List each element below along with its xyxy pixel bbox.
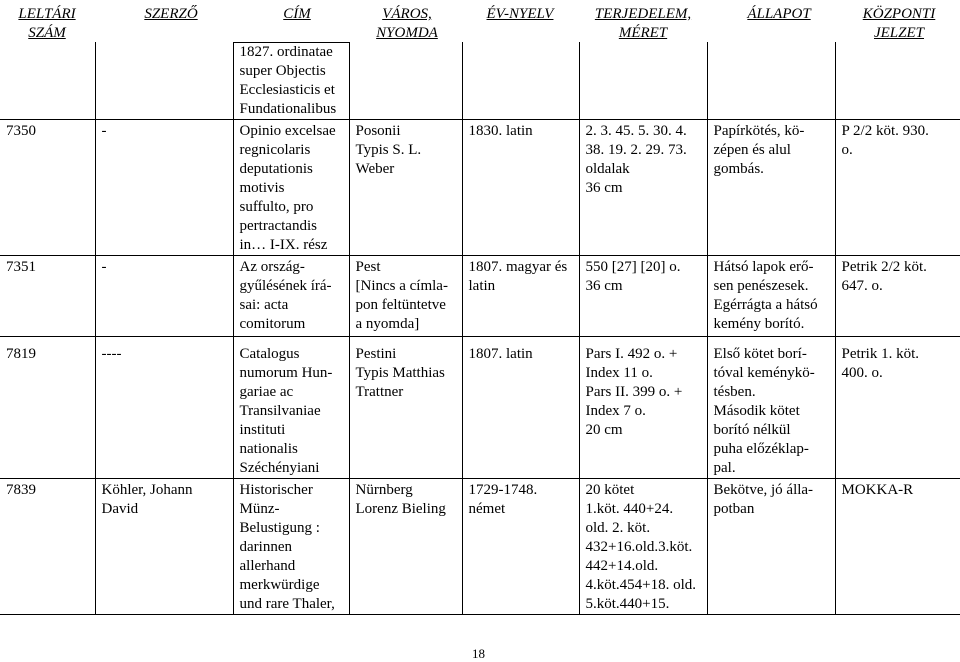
cell-varos: Pest [Nincs a címla- pon feltüntetve a nyomda] xyxy=(349,255,462,336)
cell-terjedelem: 2. 3. 45. 5. 30. 4. 38. 19. 2. 29. 73. oldalak 36 cm xyxy=(579,119,707,255)
cell-terjedelem: 20 kötet 1.köt. 440+24. old. 2. köt. 432+16.old.3.köt. 442+14.old. 4.köt.454+18. old. 5.köt.440+15. xyxy=(579,479,707,615)
cell-ev: 1729-1748. német xyxy=(462,479,579,615)
cell-jelzet: MOKKA-R xyxy=(835,479,960,615)
cell-szerzo: - xyxy=(95,119,233,255)
cell-ev: 1807. latin xyxy=(462,337,579,479)
cell-cim: Historischer Münz- Belustigung : darinnen allerhand merkwürdige und rare Thaler, xyxy=(233,479,349,615)
page-number: 18 xyxy=(472,646,485,661)
cell-terjedelem: 550 [27] [20] o. 36 cm xyxy=(579,255,707,336)
table-row xyxy=(0,119,960,255)
cell-jelzet: P 2/2 köt. 930. o. xyxy=(835,119,960,255)
cell-ev: 1830. latin xyxy=(462,119,579,255)
table-row xyxy=(0,255,960,336)
cell-szerzo: ---- xyxy=(95,337,233,479)
cell-leltari: 7819 xyxy=(0,337,95,479)
cell-szerzo: Köhler, Johann David xyxy=(95,479,233,615)
cell-cim: Opinio excelsae regnicolaris deputationis motivis suffulto, pro pertractandis in… I-IX. rész xyxy=(233,119,349,255)
cell-ev: 1807. magyar és latin xyxy=(462,255,579,336)
header-varos-nyomda: VÁROS, NYOMDA xyxy=(376,6,438,41)
cell-leltari: 7839 xyxy=(0,479,95,615)
cell-allapot: Első kötet borí- tóval keménykö- tésben. Második kötet borító nélkül puha előzéklap- pal. xyxy=(707,337,835,479)
cell-cim: Catalogus numorum Hun- gariae ac Transilvaniae instituti nationalis Széchényiani xyxy=(233,337,349,479)
table-row xyxy=(0,479,960,615)
cell-varos: Nürnberg Lorenz Bieling xyxy=(349,479,462,615)
cell-cim: Az ország- gyűlésének írá- sai: acta comitorum xyxy=(233,255,349,336)
header-szerzo: SZERZŐ xyxy=(144,6,198,22)
table-row xyxy=(0,337,960,479)
cell-allapot: Bekötve, jó álla- potban xyxy=(707,479,835,615)
header-cim: CÍM xyxy=(283,6,311,22)
catalog-table-lower xyxy=(0,336,960,615)
cell-szerzo: - xyxy=(95,255,233,336)
cell-varos: Posonii Typis S. L. Weber xyxy=(349,119,462,255)
header-kozponti-jelzet: KÖZPONTI JELZET xyxy=(862,6,936,41)
cell-varos: Pestini Typis Matthias Trattner xyxy=(349,337,462,479)
cell-leltari: 7350 xyxy=(0,119,95,255)
cell-allapot: Hátsó lapok erő- sen penészesek. Egérrágta a hátsó kemény borító. xyxy=(707,255,835,336)
cell-jelzet: Petrik 1. köt. 400. o. xyxy=(835,337,960,479)
table-row xyxy=(0,42,960,119)
header-terjedelem: TERJEDELEM, MÉRET xyxy=(594,6,692,41)
cell-cim: 1827. ordinatae super Objectis Ecclesiasticis et Fundationalibus xyxy=(233,42,349,119)
cell-terjedelem: Pars I. 492 o. + Index 11 o. Pars II. 399 o. + Index 7 o. 20 cm xyxy=(579,337,707,479)
cell-allapot: Papírkötés, kö- zépen és alul gombás. xyxy=(707,119,835,255)
header-leltari-szam: LELTÁRI SZÁM xyxy=(18,6,76,41)
cell-leltari: 7351 xyxy=(0,255,95,336)
cell-jelzet: Petrik 2/2 köt. 647. o. xyxy=(835,255,960,336)
header-allapot: ÁLLAPOT xyxy=(747,6,811,22)
header-ev-nyelv: ÉV-NYELV xyxy=(486,6,554,22)
